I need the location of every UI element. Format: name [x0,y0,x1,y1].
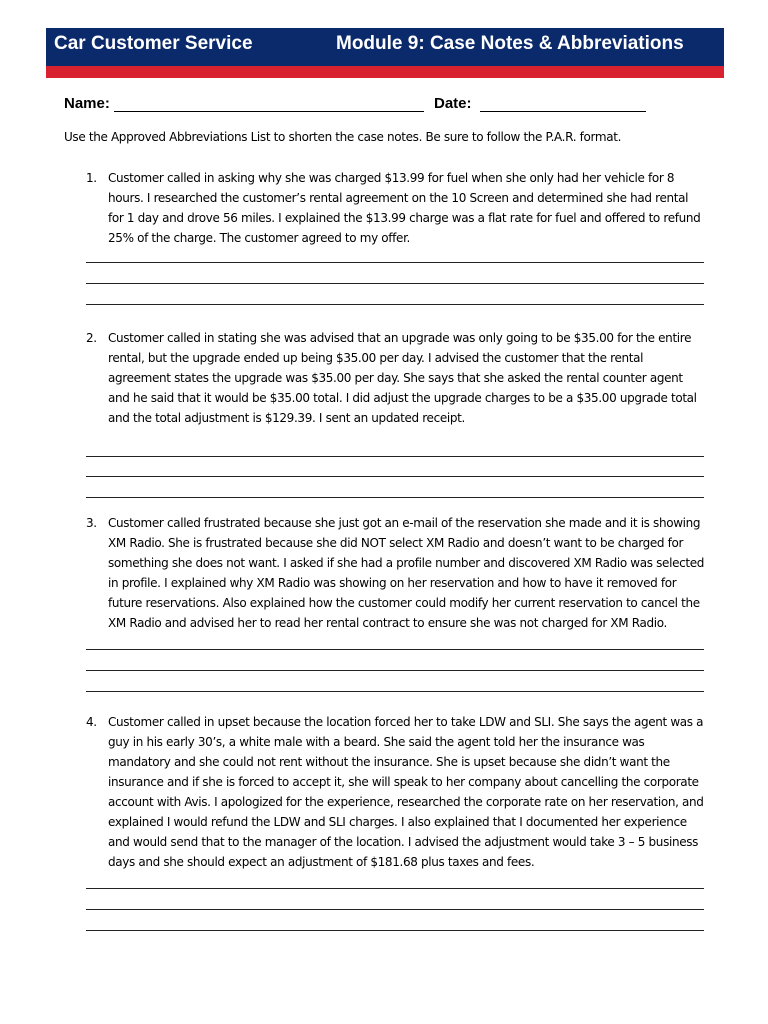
header-accent-stripe [46,66,724,78]
answer-line[interactable] [86,456,704,457]
answer-line[interactable] [86,649,704,650]
date-blank-line[interactable] [480,97,646,112]
course-title: Car Customer Service [54,33,253,54]
answer-line[interactable] [86,304,704,305]
answer-line[interactable] [86,930,704,931]
answer-line[interactable] [86,497,704,498]
question-number: 1. [86,171,97,185]
question-number: 2. [86,331,97,345]
answer-line[interactable] [86,476,704,477]
answer-line[interactable] [86,670,704,671]
date-label: Date: [434,95,472,112]
name-label: Name: [64,95,110,112]
answer-line[interactable] [86,283,704,284]
question-number: 3. [86,516,97,530]
question-text: Customer called frustrated because she just got an e-mail of the reservation she made and it is showing XM Radio. She is frustrated because she did NOT select XM Radio and doesn’t want to be charged for something she does not want. I asked if she had a profile number and discovered XM Radio was selected in profile. I explained why XM Radio was showing on her reservation and how to have it removed for future reservations. Also explained how the customer could modify her current reservation to cancel the XM Radio and advised her to read her rental contract to ensure she was not charged for XM Radio. [108,516,704,630]
answer-line[interactable] [86,888,704,889]
question-text: Customer called in upset because the location forced her to take LDW and SLI. She says the agent was a guy in his early 30’s, a white male with a beard. She said the agent told her the insurance was mandatory and she could not rent without the insurance. She is upset because she didn’t want the insurance and if she is forced to accept it, she will speak to her company about cancelling the corporate account with Avis. I apologized for the experience, researched the corporate rate on her reservation, and explained I would refund the LDW and SLI charges. I also explained that I documented her experience and would send that to the manager of the location. I advised the adjustment would take 3 – 5 business days and she should expect an adjustment of $181.68 plus taxes and fees. [108,715,704,869]
question-text: Customer called in asking why she was charged $13.99 for fuel when she only had her vehicle for 8 hours. I researched the customer’s rental agreement on the 10 Screen and determined she had rental for 1 day and drove 56 miles. I explained the $13.99 charge was a flat rate for fuel and offered to refund 25% of the charge. The customer agreed to my offer. [108,171,701,245]
question-number: 4. [86,715,97,729]
answer-line[interactable] [86,909,704,910]
instructions-text: Use the Approved Abbreviations List to shorten the case notes. Be sure to follow the P.A.R. format. [64,130,622,144]
module-title: Module 9: Case Notes & Abbreviations [336,33,684,54]
answer-line[interactable] [86,691,704,692]
name-blank-line[interactable] [114,97,424,112]
answer-line[interactable] [86,262,704,263]
question-text: Customer called in stating she was advised that an upgrade was only going to be $35.00 for the entire rental, but the upgrade ended up being $35.00 per day. I advised the customer that the rental agreement states the upgrade was $35.00 per day. She says that she asked the rental counter agent and he said that it would be $35.00 total. I did adjust the upgrade charges to be a $35.00 upgrade total and the total adjustment is $129.39. I sent an updated receipt. [108,331,697,425]
